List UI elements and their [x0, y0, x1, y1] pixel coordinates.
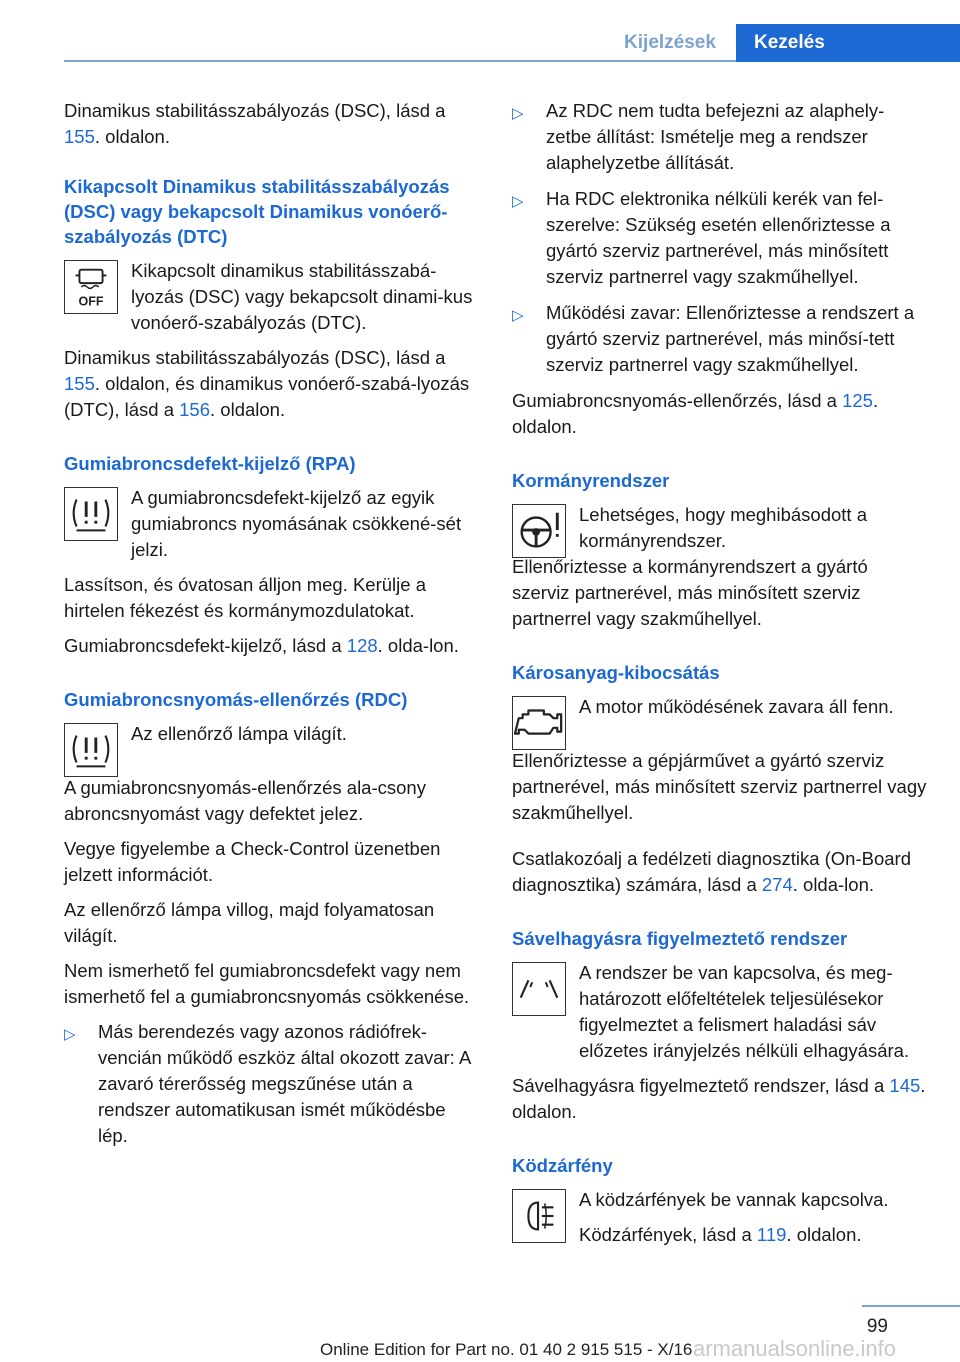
dsc-off-block: [64, 258, 479, 336]
section-heading-lane-departure: Sávelhagyásra figyelmeztető rendszer: [512, 928, 848, 949]
rpa-reference: Gumiabroncsdefekt-kijelző, lásd a 128. olda‐lon.: [64, 635, 459, 656]
rpa-advice: Lassítson, és óvatosan álljon meg. Kerülje a hirtelen fékezést és kormánymozdulatokat.: [64, 574, 426, 621]
obd-reference: Csatlakozóalj a fedélzeti diagnosztika (On-Board diagnosztika) számára, lásd a 274. olda‐lon.: [512, 848, 911, 895]
list-item: ▷ Az RDC nem tudta befejezni az alaphely‐zetbe állítást: Ismételje meg a rendszer alaphelyzetbe állítását.: [512, 100, 885, 173]
rdc-text-1: Az ellenőrző lámpa világít.: [131, 723, 347, 744]
dsc-dtc-reference: Dinamikus stabilitásszabályozás (DSC), lásd a 155. oldalon, és dinamikus vonóerő‐szabá‐lyozás (DTC), lásd a 156. oldalon.: [64, 347, 470, 420]
lane-text: A rendszer be van kapcsolva, és meg‐határozott előfeltételek teljesülésekor figyelmeztet a felismert haladási sáv előzetes irányjelzés nélküli elhagyására.: [579, 962, 910, 1061]
engine-icon: [512, 696, 566, 750]
steering-text-2: Ellenőriztesse a kormányrendszert a gyártó szerviz partnerével, más minősített szerviz partnerrel vagy szakműhellyel.: [512, 556, 868, 629]
tire-pressure-icon: [64, 723, 118, 777]
lane-departure-icon: [512, 962, 566, 1016]
online-edition: Online Edition for Part no. 01 40 2 915 515 - X/16: [320, 1340, 693, 1359]
list-item: ▷ Ha RDC elektronika nélküli kerék van fel‐szerelve: Szükség esetén ellenőriztesse a gyártó szerviz partnerével, más minősített szerviz partnerrel vagy szakműhellyel.: [512, 188, 891, 287]
footer-rule: [862, 1305, 960, 1307]
section-heading-rdc: Gumiabroncsnyomás-ellenőrzés (RDC): [64, 689, 408, 710]
page-link[interactable]: 155: [64, 373, 95, 394]
fog-text-2: Ködzárfények, lásd a 119. oldalon.: [579, 1224, 862, 1245]
dsc-off-icon: [64, 260, 118, 314]
triangle-bullet-icon: ▷: [512, 193, 524, 210]
emissions-block: [512, 694, 927, 752]
dsc-off-text: Kikapcsolt dinamikus stabilitásszabá‐lyozás (DSC) vagy bekapcsolt dinami‐kus vonóerő‐szabályozás (DTC).: [131, 260, 473, 333]
rdc-check-control: Vegye figyelembe a Check-Control üzenetben jelzett információt.: [64, 838, 441, 885]
page-link[interactable]: 145: [889, 1075, 921, 1096]
steering-text-1: Lehetséges, hogy meghibásodott a kormányrendszer.: [579, 504, 867, 551]
rpa-text: A gumiabroncsdefekt-kijelző az egyik gumiabroncs nyomásának csökkené‐sét jelzi.: [131, 487, 462, 560]
rdc-blinking: Az ellenőrző lámpa villog, majd folyamatosan világít.: [64, 899, 435, 946]
emissions-text-2: Ellenőriztesse a gépjárművet a gyártó szerviz partnerével, más minősített szerviz partnerrel vagy szakműhellyel.: [512, 750, 927, 823]
watermark: armanualsonline.info: [693, 1336, 897, 1361]
page-link[interactable]: 156: [179, 399, 211, 420]
rdc-reference: Gumiabroncsnyomás-ellenőrzés, lásd a 125. oldalon.: [512, 390, 879, 437]
rpa-block: [64, 485, 479, 563]
left-column: [64, 98, 479, 1159]
page-link[interactable]: 119: [756, 1224, 787, 1245]
triangle-bullet-icon: ▷: [512, 105, 524, 122]
rdc-block: [64, 721, 479, 779]
dsc-reference: Dinamikus stabilitásszabályozás (DSC), lásd a 155. oldalon.: [64, 100, 446, 147]
svg-text:OFF: OFF: [78, 294, 104, 309]
section-heading-fog-light: Ködzárfény: [512, 1155, 613, 1176]
section-heading-rpa: Gumiabroncsdefekt-kijelző (RPA): [64, 453, 356, 474]
page-link[interactable]: 274: [761, 874, 793, 895]
page-link[interactable]: 155: [64, 126, 95, 147]
list-item: ▷ Más berendezés vagy azonos rádiófrek‐vencián működő eszköz által okozott zavar: A zavaró térerősség megszűnése után a rendszer automatikusan ismét működésbe lép.: [64, 1021, 471, 1146]
triangle-bullet-icon: ▷: [512, 307, 524, 324]
page-number: 99: [866, 1316, 888, 1337]
rear-fog-light-icon: [512, 1189, 566, 1243]
page-link[interactable]: 128: [346, 635, 378, 656]
tab-kijelzesek[interactable]: Kijelzések: [624, 32, 716, 53]
steering-warning-icon: [512, 504, 566, 558]
triangle-bullet-icon: ▷: [64, 1026, 76, 1043]
rdc-not-detected: Nem ismerhető fel gumiabroncsdefekt vagy nem ismerhető fel a gumiabroncsnyomás csökkenése.: [64, 960, 470, 1007]
rdc-text-2: A gumiabroncsnyomás-ellenőrzés ala‐csony abroncsnyomást vagy defektet jelez.: [64, 777, 426, 824]
tab-kezeles[interactable]: Kezelés: [736, 24, 960, 62]
tire-warning-icon: [64, 487, 118, 541]
fog-text-1: A ködzárfények be vannak kapcsolva.: [579, 1189, 889, 1210]
emissions-text-1: A motor működésének zavara áll fenn.: [579, 696, 894, 717]
steering-block: [512, 502, 927, 560]
section-heading-steering: Kormányrendszer: [512, 470, 670, 491]
list-item: ▷ Működési zavar: Ellenőriztesse a rendszert a gyártó szerviz partnerével, más minősí‐tett szerviz partnerrel vagy szakműhellyel.: [512, 302, 915, 375]
lane-reference: Sávelhagyásra figyelmeztető rendszer, lásd a 145. oldalon.: [512, 1075, 926, 1122]
right-column: [512, 98, 927, 1257]
page-link[interactable]: 125: [842, 390, 873, 411]
fog-block: [512, 1187, 927, 1248]
section-heading-dsc-off: Kikapcsolt Dinamikus stabilitásszabályozás (DSC) vagy bekapcsolt Dinamikus vonóerő‐szabályozás (DTC): [64, 176, 450, 247]
section-heading-emissions: Károsanyag-kibocsátás: [512, 662, 720, 683]
lane-block: [512, 960, 927, 1064]
